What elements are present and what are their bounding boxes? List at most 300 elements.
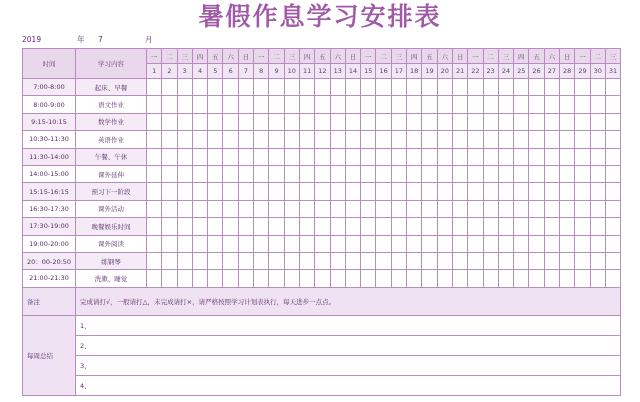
check-cell[interactable]	[162, 148, 177, 165]
check-cell[interactable]	[529, 113, 544, 130]
check-cell[interactable]	[345, 96, 360, 113]
check-cell[interactable]	[315, 131, 330, 148]
check-cell[interactable]	[223, 131, 238, 148]
check-cell[interactable]	[361, 165, 376, 182]
check-cell[interactable]	[345, 218, 360, 235]
check-cell[interactable]	[422, 183, 437, 200]
check-cell[interactable]	[269, 235, 284, 252]
check-cell[interactable]	[147, 165, 162, 182]
check-cell[interactable]	[269, 79, 284, 96]
check-cell[interactable]	[529, 148, 544, 165]
check-cell[interactable]	[391, 252, 406, 269]
check-cell[interactable]	[299, 131, 314, 148]
check-cell[interactable]	[254, 200, 269, 217]
check-cell[interactable]	[468, 79, 483, 96]
check-cell[interactable]	[376, 148, 391, 165]
check-cell[interactable]	[147, 183, 162, 200]
check-cell[interactable]	[391, 200, 406, 217]
check-cell[interactable]	[162, 131, 177, 148]
check-cell[interactable]	[345, 200, 360, 217]
check-cell[interactable]	[376, 235, 391, 252]
check-cell[interactable]	[254, 96, 269, 113]
check-cell[interactable]	[315, 183, 330, 200]
check-cell[interactable]	[192, 200, 207, 217]
check-cell[interactable]	[147, 252, 162, 269]
check-cell[interactable]	[544, 131, 559, 148]
check-cell[interactable]	[468, 218, 483, 235]
check-cell[interactable]	[468, 131, 483, 148]
check-cell[interactable]	[483, 131, 498, 148]
check-cell[interactable]	[529, 131, 544, 148]
check-cell[interactable]	[391, 165, 406, 182]
check-cell[interactable]	[177, 235, 192, 252]
check-cell[interactable]	[147, 96, 162, 113]
check-cell[interactable]	[452, 235, 467, 252]
check-cell[interactable]	[529, 252, 544, 269]
check-cell[interactable]	[498, 252, 513, 269]
check-cell[interactable]	[483, 113, 498, 130]
check-cell[interactable]	[498, 148, 513, 165]
check-cell[interactable]	[498, 165, 513, 182]
check-cell[interactable]	[437, 200, 452, 217]
check-cell[interactable]	[544, 96, 559, 113]
check-cell[interactable]	[391, 270, 406, 287]
check-cell[interactable]	[177, 79, 192, 96]
check-cell[interactable]	[376, 79, 391, 96]
check-cell[interactable]	[452, 270, 467, 287]
check-cell[interactable]	[208, 183, 223, 200]
check-cell[interactable]	[437, 218, 452, 235]
check-cell[interactable]	[452, 200, 467, 217]
check-cell[interactable]	[407, 148, 422, 165]
check-cell[interactable]	[544, 165, 559, 182]
check-cell[interactable]	[422, 96, 437, 113]
check-cell[interactable]	[452, 113, 467, 130]
check-cell[interactable]	[299, 79, 314, 96]
check-cell[interactable]	[498, 200, 513, 217]
check-cell[interactable]	[575, 148, 590, 165]
check-cell[interactable]	[437, 79, 452, 96]
check-cell[interactable]	[498, 218, 513, 235]
summary-line[interactable]: 1、	[76, 315, 621, 335]
check-cell[interactable]	[238, 235, 253, 252]
check-cell[interactable]	[361, 218, 376, 235]
check-cell[interactable]	[468, 165, 483, 182]
check-cell[interactable]	[345, 252, 360, 269]
check-cell[interactable]	[575, 235, 590, 252]
check-cell[interactable]	[223, 165, 238, 182]
check-cell[interactable]	[177, 113, 192, 130]
check-cell[interactable]	[254, 235, 269, 252]
check-cell[interactable]	[422, 270, 437, 287]
check-cell[interactable]	[269, 270, 284, 287]
check-cell[interactable]	[605, 252, 620, 269]
check-cell[interactable]	[177, 218, 192, 235]
check-cell[interactable]	[208, 235, 223, 252]
check-cell[interactable]	[254, 79, 269, 96]
check-cell[interactable]	[208, 270, 223, 287]
check-cell[interactable]	[452, 148, 467, 165]
check-cell[interactable]	[422, 79, 437, 96]
check-cell[interactable]	[498, 183, 513, 200]
check-cell[interactable]	[452, 252, 467, 269]
check-cell[interactable]	[192, 235, 207, 252]
check-cell[interactable]	[192, 270, 207, 287]
check-cell[interactable]	[284, 131, 299, 148]
check-cell[interactable]	[391, 113, 406, 130]
check-cell[interactable]	[269, 252, 284, 269]
check-cell[interactable]	[299, 200, 314, 217]
check-cell[interactable]	[560, 131, 575, 148]
check-cell[interactable]	[376, 131, 391, 148]
check-cell[interactable]	[238, 200, 253, 217]
check-cell[interactable]	[284, 252, 299, 269]
check-cell[interactable]	[498, 131, 513, 148]
check-cell[interactable]	[284, 96, 299, 113]
check-cell[interactable]	[605, 235, 620, 252]
check-cell[interactable]	[437, 183, 452, 200]
check-cell[interactable]	[407, 183, 422, 200]
check-cell[interactable]	[483, 235, 498, 252]
check-cell[interactable]	[345, 183, 360, 200]
check-cell[interactable]	[269, 218, 284, 235]
check-cell[interactable]	[407, 218, 422, 235]
check-cell[interactable]	[560, 200, 575, 217]
check-cell[interactable]	[422, 148, 437, 165]
check-cell[interactable]	[437, 165, 452, 182]
check-cell[interactable]	[391, 131, 406, 148]
check-cell[interactable]	[514, 200, 529, 217]
check-cell[interactable]	[162, 270, 177, 287]
check-cell[interactable]	[238, 183, 253, 200]
check-cell[interactable]	[192, 131, 207, 148]
check-cell[interactable]	[223, 218, 238, 235]
check-cell[interactable]	[544, 148, 559, 165]
check-cell[interactable]	[544, 252, 559, 269]
check-cell[interactable]	[208, 165, 223, 182]
check-cell[interactable]	[590, 270, 605, 287]
check-cell[interactable]	[345, 165, 360, 182]
check-cell[interactable]	[223, 113, 238, 130]
check-cell[interactable]	[192, 165, 207, 182]
check-cell[interactable]	[514, 165, 529, 182]
check-cell[interactable]	[177, 200, 192, 217]
check-cell[interactable]	[468, 183, 483, 200]
check-cell[interactable]	[254, 148, 269, 165]
check-cell[interactable]	[361, 79, 376, 96]
check-cell[interactable]	[299, 165, 314, 182]
check-cell[interactable]	[254, 252, 269, 269]
check-cell[interactable]	[483, 200, 498, 217]
check-cell[interactable]	[299, 96, 314, 113]
check-cell[interactable]	[575, 252, 590, 269]
check-cell[interactable]	[315, 165, 330, 182]
check-cell[interactable]	[483, 252, 498, 269]
check-cell[interactable]	[498, 113, 513, 130]
check-cell[interactable]	[177, 148, 192, 165]
check-cell[interactable]	[407, 79, 422, 96]
check-cell[interactable]	[269, 96, 284, 113]
check-cell[interactable]	[223, 235, 238, 252]
check-cell[interactable]	[330, 252, 345, 269]
check-cell[interactable]	[605, 96, 620, 113]
check-cell[interactable]	[498, 270, 513, 287]
check-cell[interactable]	[269, 148, 284, 165]
check-cell[interactable]	[590, 131, 605, 148]
check-cell[interactable]	[223, 270, 238, 287]
check-cell[interactable]	[544, 270, 559, 287]
check-cell[interactable]	[590, 252, 605, 269]
check-cell[interactable]	[529, 165, 544, 182]
check-cell[interactable]	[514, 131, 529, 148]
check-cell[interactable]	[483, 183, 498, 200]
check-cell[interactable]	[284, 79, 299, 96]
check-cell[interactable]	[407, 235, 422, 252]
check-cell[interactable]	[192, 218, 207, 235]
check-cell[interactable]	[192, 79, 207, 96]
check-cell[interactable]	[575, 113, 590, 130]
check-cell[interactable]	[147, 235, 162, 252]
summary-line[interactable]: 3、	[76, 355, 621, 375]
check-cell[interactable]	[376, 96, 391, 113]
check-cell[interactable]	[162, 252, 177, 269]
check-cell[interactable]	[177, 270, 192, 287]
check-cell[interactable]	[437, 131, 452, 148]
check-cell[interactable]	[452, 131, 467, 148]
check-cell[interactable]	[468, 113, 483, 130]
check-cell[interactable]	[254, 218, 269, 235]
check-cell[interactable]	[590, 165, 605, 182]
check-cell[interactable]	[422, 218, 437, 235]
check-cell[interactable]	[437, 113, 452, 130]
check-cell[interactable]	[560, 79, 575, 96]
check-cell[interactable]	[177, 131, 192, 148]
check-cell[interactable]	[299, 218, 314, 235]
check-cell[interactable]	[407, 165, 422, 182]
check-cell[interactable]	[315, 252, 330, 269]
check-cell[interactable]	[376, 252, 391, 269]
check-cell[interactable]	[223, 79, 238, 96]
check-cell[interactable]	[391, 96, 406, 113]
check-cell[interactable]	[192, 183, 207, 200]
check-cell[interactable]	[544, 79, 559, 96]
check-cell[interactable]	[162, 235, 177, 252]
check-cell[interactable]	[376, 113, 391, 130]
check-cell[interactable]	[208, 148, 223, 165]
check-cell[interactable]	[208, 200, 223, 217]
check-cell[interactable]	[605, 79, 620, 96]
check-cell[interactable]	[544, 200, 559, 217]
check-cell[interactable]	[590, 183, 605, 200]
check-cell[interactable]	[529, 96, 544, 113]
check-cell[interactable]	[468, 200, 483, 217]
check-cell[interactable]	[162, 96, 177, 113]
check-cell[interactable]	[192, 252, 207, 269]
check-cell[interactable]	[452, 218, 467, 235]
check-cell[interactable]	[330, 131, 345, 148]
check-cell[interactable]	[330, 113, 345, 130]
check-cell[interactable]	[560, 235, 575, 252]
check-cell[interactable]	[162, 165, 177, 182]
check-cell[interactable]	[345, 79, 360, 96]
check-cell[interactable]	[192, 148, 207, 165]
check-cell[interactable]	[468, 270, 483, 287]
check-cell[interactable]	[590, 96, 605, 113]
check-cell[interactable]	[147, 79, 162, 96]
check-cell[interactable]	[315, 218, 330, 235]
check-cell[interactable]	[315, 79, 330, 96]
check-cell[interactable]	[560, 218, 575, 235]
check-cell[interactable]	[284, 113, 299, 130]
check-cell[interactable]	[223, 252, 238, 269]
check-cell[interactable]	[391, 183, 406, 200]
check-cell[interactable]	[483, 79, 498, 96]
check-cell[interactable]	[590, 200, 605, 217]
check-cell[interactable]	[391, 218, 406, 235]
check-cell[interactable]	[208, 96, 223, 113]
check-cell[interactable]	[361, 270, 376, 287]
check-cell[interactable]	[452, 183, 467, 200]
check-cell[interactable]	[575, 131, 590, 148]
check-cell[interactable]	[514, 96, 529, 113]
check-cell[interactable]	[514, 183, 529, 200]
check-cell[interactable]	[162, 200, 177, 217]
check-cell[interactable]	[575, 79, 590, 96]
check-cell[interactable]	[238, 96, 253, 113]
check-cell[interactable]	[284, 148, 299, 165]
check-cell[interactable]	[162, 113, 177, 130]
check-cell[interactable]	[223, 148, 238, 165]
check-cell[interactable]	[238, 270, 253, 287]
check-cell[interactable]	[315, 235, 330, 252]
check-cell[interactable]	[422, 131, 437, 148]
check-cell[interactable]	[575, 270, 590, 287]
check-cell[interactable]	[468, 148, 483, 165]
check-cell[interactable]	[560, 113, 575, 130]
check-cell[interactable]	[269, 113, 284, 130]
check-cell[interactable]	[529, 235, 544, 252]
check-cell[interactable]	[299, 270, 314, 287]
check-cell[interactable]	[330, 96, 345, 113]
check-cell[interactable]	[238, 113, 253, 130]
check-cell[interactable]	[514, 113, 529, 130]
check-cell[interactable]	[590, 113, 605, 130]
check-cell[interactable]	[560, 148, 575, 165]
check-cell[interactable]	[147, 131, 162, 148]
check-cell[interactable]	[238, 252, 253, 269]
check-cell[interactable]	[299, 183, 314, 200]
check-cell[interactable]	[284, 183, 299, 200]
check-cell[interactable]	[177, 96, 192, 113]
check-cell[interactable]	[315, 96, 330, 113]
check-cell[interactable]	[605, 113, 620, 130]
check-cell[interactable]	[361, 96, 376, 113]
check-cell[interactable]	[498, 79, 513, 96]
check-cell[interactable]	[284, 165, 299, 182]
check-cell[interactable]	[162, 218, 177, 235]
check-cell[interactable]	[452, 165, 467, 182]
check-cell[interactable]	[269, 183, 284, 200]
check-cell[interactable]	[192, 96, 207, 113]
check-cell[interactable]	[605, 165, 620, 182]
check-cell[interactable]	[514, 148, 529, 165]
check-cell[interactable]	[575, 200, 590, 217]
check-cell[interactable]	[437, 252, 452, 269]
check-cell[interactable]	[575, 183, 590, 200]
check-cell[interactable]	[437, 235, 452, 252]
check-cell[interactable]	[407, 252, 422, 269]
check-cell[interactable]	[422, 113, 437, 130]
check-cell[interactable]	[483, 270, 498, 287]
check-cell[interactable]	[407, 113, 422, 130]
check-cell[interactable]	[361, 148, 376, 165]
check-cell[interactable]	[407, 200, 422, 217]
check-cell[interactable]	[422, 252, 437, 269]
check-cell[interactable]	[269, 200, 284, 217]
check-cell[interactable]	[315, 200, 330, 217]
check-cell[interactable]	[361, 113, 376, 130]
check-cell[interactable]	[544, 183, 559, 200]
check-cell[interactable]	[575, 165, 590, 182]
check-cell[interactable]	[345, 148, 360, 165]
summary-line[interactable]: 4、	[76, 375, 621, 395]
check-cell[interactable]	[192, 113, 207, 130]
check-cell[interactable]	[315, 270, 330, 287]
check-cell[interactable]	[345, 113, 360, 130]
check-cell[interactable]	[147, 148, 162, 165]
check-cell[interactable]	[544, 218, 559, 235]
check-cell[interactable]	[147, 218, 162, 235]
check-cell[interactable]	[529, 200, 544, 217]
check-cell[interactable]	[590, 79, 605, 96]
check-cell[interactable]	[147, 200, 162, 217]
check-cell[interactable]	[208, 113, 223, 130]
check-cell[interactable]	[254, 131, 269, 148]
check-cell[interactable]	[575, 96, 590, 113]
check-cell[interactable]	[177, 165, 192, 182]
check-cell[interactable]	[208, 131, 223, 148]
check-cell[interactable]	[254, 113, 269, 130]
check-cell[interactable]	[437, 270, 452, 287]
check-cell[interactable]	[529, 79, 544, 96]
check-cell[interactable]	[514, 252, 529, 269]
check-cell[interactable]	[223, 96, 238, 113]
check-cell[interactable]	[330, 270, 345, 287]
check-cell[interactable]	[299, 148, 314, 165]
check-cell[interactable]	[529, 218, 544, 235]
check-cell[interactable]	[590, 235, 605, 252]
check-cell[interactable]	[560, 165, 575, 182]
check-cell[interactable]	[605, 183, 620, 200]
check-cell[interactable]	[376, 165, 391, 182]
check-cell[interactable]	[422, 200, 437, 217]
check-cell[interactable]	[560, 252, 575, 269]
check-cell[interactable]	[483, 218, 498, 235]
check-cell[interactable]	[483, 96, 498, 113]
check-cell[interactable]	[361, 200, 376, 217]
check-cell[interactable]	[407, 131, 422, 148]
check-cell[interactable]	[498, 235, 513, 252]
check-cell[interactable]	[605, 131, 620, 148]
check-cell[interactable]	[514, 235, 529, 252]
summary-line[interactable]: 2、	[76, 335, 621, 355]
check-cell[interactable]	[238, 79, 253, 96]
check-cell[interactable]	[147, 113, 162, 130]
check-cell[interactable]	[162, 183, 177, 200]
check-cell[interactable]	[605, 218, 620, 235]
check-cell[interactable]	[560, 183, 575, 200]
check-cell[interactable]	[330, 235, 345, 252]
